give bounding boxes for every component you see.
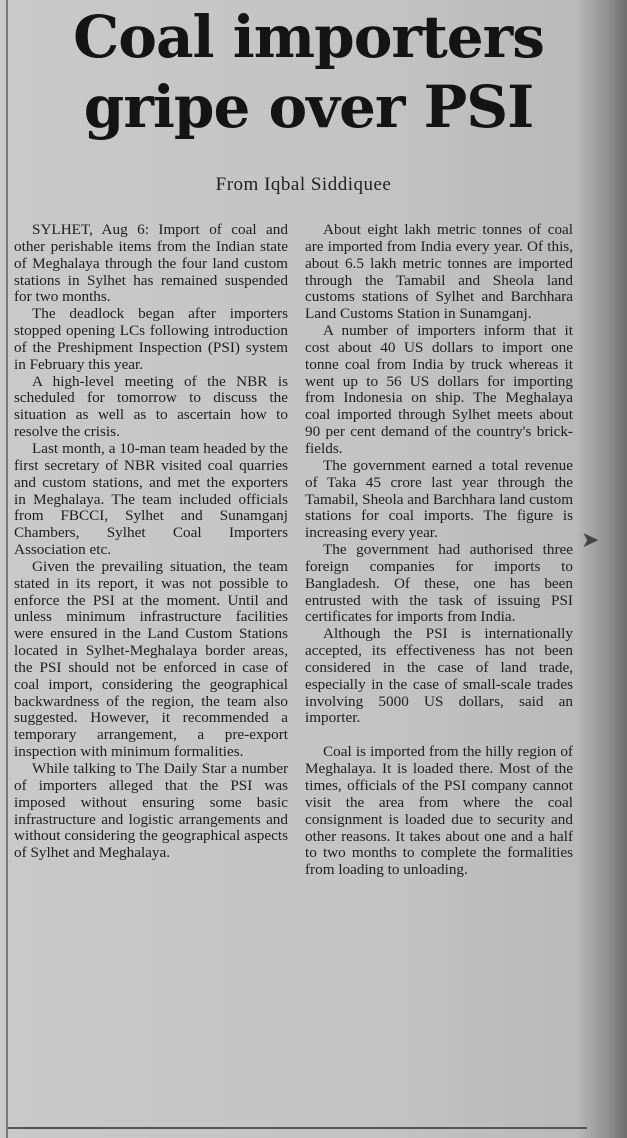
paragraph: Although the PSI is internationally accepted, its effectiveness has not been considered in the case of land trade, especially in the case of small-scale trades involving 5000 US dollars, said an importer. [305,625,573,727]
paragraph: The government had authorised three foreign companies for imports to Bangladesh. Of these, one has been entrusted with the task of issuing PSI certificates for imports from India. [305,541,573,626]
article-column-right [305,222,573,879]
column-edge-rule [6,0,8,1138]
paragraph: Given the prevailing situation, the team stated in its report, it was not possible to enforce the PSI at the moment. Until and unless minimum infrastructure facilities were ensured in the Land Custom Stations located in Sylhet-Meghalaya border areas, the PSI should not be enforced in case of coal import, considering the geographical backwardness of the region, the team also suggested. However, it recommended a temporary arrangement, a pre-export inspection with minimum formalities. [14,557,288,761]
byline: From Iqbal Siddiquee [215,174,392,195]
paragraph: A number of importers inform that it cost about 40 US dollars to import one tonne coal from India by truck whereas it went up to 56 US dollars for importing from Indonesia on ship. The Meghalaya coal imported through Sylhet meets about 90 per cent demand of the country's brick-fields. [305,322,573,457]
arrow-mark-icon: ➤ [581,528,600,553]
paragraph: SYLHET, Aug 6: Import of coal and other perishable items from the Indian state of Meghalaya through the four land custom stations in Sylhet has remained suspended for two months. [14,221,288,306]
headline [10,2,607,142]
paragraph: The government earned a total revenue of Taka 45 crore last year through the Tamabil, Sheola and Barchhara land custom stations for coal imports. The figure is increasing every year. [305,456,574,542]
headline-line-2: gripe over PSI [83,73,534,141]
paragraph: A high-level meeting of the NBR is scheduled for tomorrow to discuss the situation as well as to ascertain how to resolve the crisis. [14,372,288,441]
paragraph: Coal is imported from the hilly region of Meghalaya. It is loaded there. Most of the times, officials of the PSI company cannot visit the area from where the coal consignment is loaded due to security and other reasons. It takes about one and a half to two months to complete the formalities from loading to unloading. [305,743,573,879]
paragraph: About eight lakh metric tonnes of coal are imported from India every year. Of this, about 6.5 lakh metric tonnes are imported through the Tamabil and Sheola land customs stations of Sylhet and Barchhara Land Customs Station in Sunamganj. [305,221,573,323]
article-column-left [14,222,288,862]
headline-line-1: Coal importers [73,3,544,71]
paragraph: The deadlock began after importers stopped opening LCs following introduction of the Preshipment Inspection (PSI) system in February this year. [14,305,288,373]
paragraph: While talking to The Daily Star a number of importers alleged that the PSI was imposed without ensuring some basic infrastructure and logistic arrangements and without considering the geographical aspects of Sylhet and Meghalaya. [14,760,288,862]
paragraph: Last month, a 10-man team headed by the first secretary of NBR visited coal quarries and custom stations, and met the exporters in Meghalaya. The team included officials from FBCCI, Sylhet and Sunamganj Chambers, Sylhet Coal Importers Association etc. [14,439,288,559]
bottom-rule [8,1127,587,1129]
